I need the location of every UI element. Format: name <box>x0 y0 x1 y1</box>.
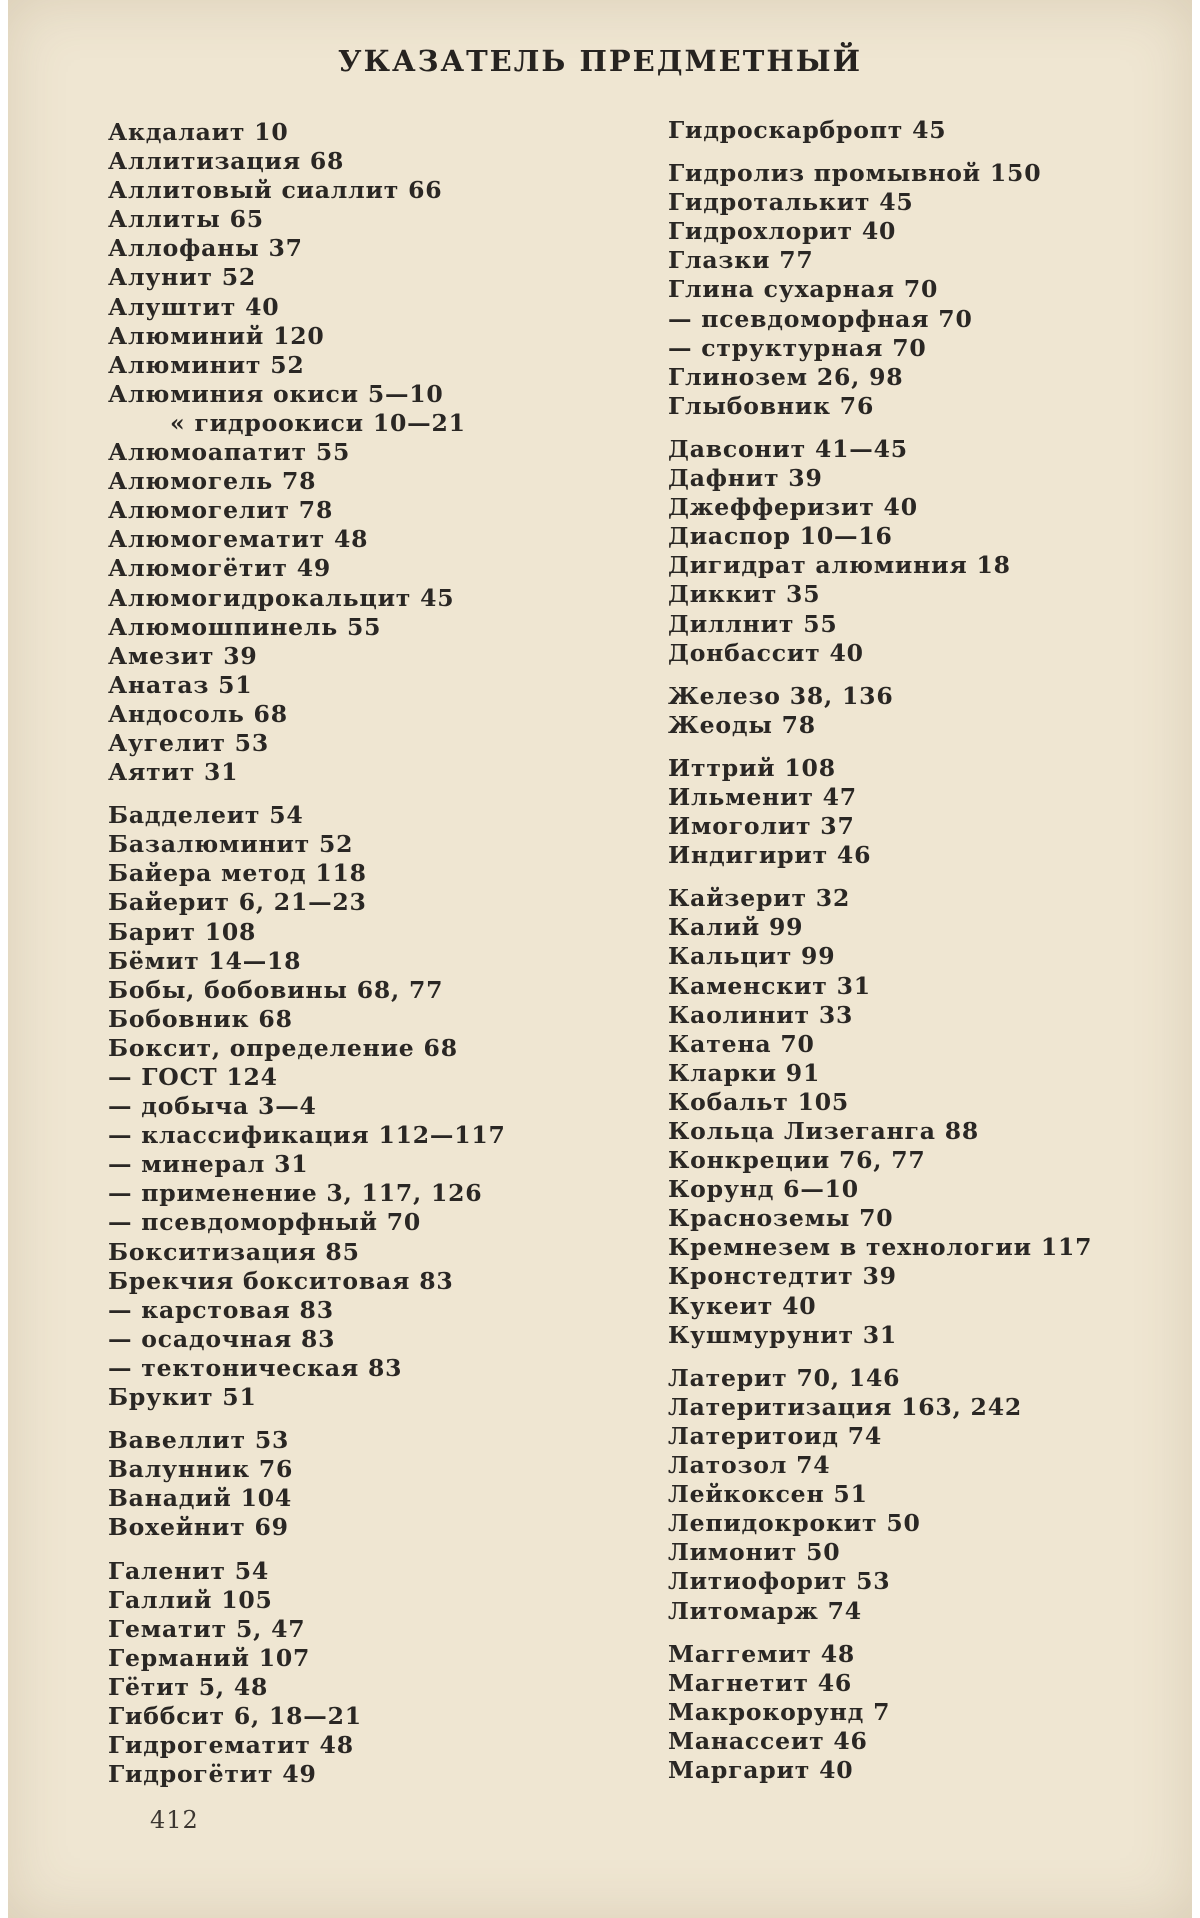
index-entry: Бадделеит 54 <box>108 801 304 830</box>
index-entry: Каменскит 31 <box>668 971 871 1000</box>
index-entry: Гидроталькит 45 <box>668 188 914 217</box>
index-entry: Амезит 39 <box>108 641 258 670</box>
index-entry: Лимонит 50 <box>668 1538 841 1567</box>
page-number: 412 <box>150 1806 199 1834</box>
left-index-column <box>108 118 628 1803</box>
index-entry: Гидролиз промывной 150 <box>668 159 1042 188</box>
index-group <box>108 801 628 1412</box>
index-entry: Латозол 74 <box>668 1451 831 1480</box>
index-entry: Бокситизация 85 <box>108 1237 360 1266</box>
index-entry: Корунд 6—10 <box>668 1175 859 1204</box>
index-entry: Байера метод 118 <box>108 859 367 888</box>
index-entry: Кобальт 105 <box>668 1087 850 1116</box>
index-entry: Глина сухарная 70 <box>668 275 939 304</box>
index-entry: Глинозем 26, 98 <box>668 362 904 391</box>
index-entry: Кайзерит 32 <box>668 884 851 913</box>
index-entry: Литиофорит 53 <box>668 1567 891 1596</box>
index-entry: Гидрогётит 49 <box>108 1760 317 1789</box>
index-entry: Гётит 5, 48 <box>108 1672 269 1701</box>
index-entry: Дигидрат алюминия 18 <box>668 551 1011 580</box>
index-entry: Барит 108 <box>108 917 257 946</box>
index-entry: Кукеит 40 <box>668 1291 817 1320</box>
index-entry: Бёмит 14—18 <box>108 946 302 975</box>
index-entry: Диккит 35 <box>668 580 821 609</box>
index-entry: — карстовая 83 <box>108 1295 334 1324</box>
index-entry: Вавеллит 53 <box>108 1426 290 1455</box>
index-entry: Германий 107 <box>108 1643 311 1672</box>
index-entry: — осадочная 83 <box>108 1324 336 1353</box>
index-entry: Диллнит 55 <box>668 609 838 638</box>
index-entry: « гидроокиси 10—21 <box>170 408 466 437</box>
index-entry: Манассеит 46 <box>668 1726 868 1755</box>
index-entry: Гидрогематит 48 <box>108 1731 354 1760</box>
index-entry: Литомарж 74 <box>668 1596 862 1625</box>
index-entry: Лепидокрокит 50 <box>668 1509 921 1538</box>
index-entry: Аятит 31 <box>108 758 239 787</box>
index-group <box>108 1426 628 1542</box>
index-group <box>668 754 1188 870</box>
index-entry: Жеоды 78 <box>668 710 816 739</box>
index-entry: Джефферизит 40 <box>668 493 918 522</box>
index-group <box>668 116 1188 145</box>
index-entry: Алюмогелит 78 <box>108 496 334 525</box>
index-entry: Кронстедтит 39 <box>668 1262 897 1291</box>
index-entry: Кушмурунит 31 <box>668 1320 898 1349</box>
index-entry: Галенит 54 <box>108 1556 270 1585</box>
index-entry: Донбассит 40 <box>668 638 864 667</box>
index-entry: Брекчия бокситовая 83 <box>108 1266 454 1295</box>
index-entry: Алунит 52 <box>108 263 257 292</box>
index-entry: Кольца Лизеганга 88 <box>668 1117 980 1145</box>
index-entry: Давсонит 41—45 <box>668 434 908 463</box>
index-entry: Алюминит 52 <box>108 350 305 379</box>
index-entry: Ильменит 47 <box>668 782 857 811</box>
index-entry: Валунник 76 <box>108 1455 294 1484</box>
index-entry: Макрокорунд 7 <box>668 1697 891 1726</box>
page-title: УКАЗАТЕЛЬ ПРЕДМЕТНЫЙ <box>338 44 862 78</box>
index-entry: — псевдоморфная 70 <box>668 304 973 333</box>
index-entry: Алюмогётит 49 <box>108 554 332 583</box>
index-entry: Гидроскарбропт 45 <box>668 116 947 144</box>
index-group <box>668 884 1188 1350</box>
right-index-column <box>668 116 1188 1799</box>
index-entry: — ГОСТ 124 <box>108 1063 278 1091</box>
index-entry: Брукит 51 <box>108 1383 257 1412</box>
index-entry: Маггемит 48 <box>668 1639 856 1668</box>
index-group <box>108 118 628 787</box>
index-entry: Базалюминит 52 <box>108 830 354 859</box>
book-page <box>8 0 1192 1918</box>
index-entry: Каолинит 33 <box>668 1000 854 1029</box>
index-entry: Гиббсит 6, 18—21 <box>108 1701 362 1730</box>
index-entry: Байерит 6, 21—23 <box>108 888 367 917</box>
index-entry: — структурная 70 <box>668 333 927 362</box>
index-group <box>108 1557 628 1790</box>
index-entry: Аугелит 53 <box>108 728 269 757</box>
index-entry: — классификация 112—117 <box>108 1121 506 1150</box>
index-entry: Алюмоапатит 55 <box>108 438 351 467</box>
index-entry: Алуштит 40 <box>108 292 280 321</box>
index-entry: Катена 70 <box>668 1029 815 1058</box>
index-entry: Алюминия окиси 5—10 <box>108 379 444 408</box>
index-entry: — минерал 31 <box>108 1150 309 1179</box>
index-entry: Бобы, бобовины 68, 77 <box>108 975 444 1004</box>
index-entry: Аллиты 65 <box>108 205 264 234</box>
index-group <box>668 1640 1188 1785</box>
index-entry: Алюмогидрокальцит 45 <box>108 583 455 612</box>
index-entry: Галлий 105 <box>108 1585 273 1614</box>
index-entry: Красноземы 70 <box>668 1204 894 1233</box>
index-entry: Лейкоксен 51 <box>668 1480 868 1509</box>
index-group <box>668 435 1188 668</box>
index-entry: Алюминий 120 <box>108 321 325 350</box>
index-entry: — применение 3, 117, 126 <box>108 1179 483 1208</box>
index-entry: Дафнит 39 <box>668 464 823 493</box>
index-entry: Акдалаит 10 <box>108 118 289 146</box>
index-entry: Кремнезем в технологии 117 <box>668 1233 1093 1262</box>
index-entry: — добыча 3—4 <box>108 1092 317 1121</box>
index-entry: Глыбовник 76 <box>668 391 875 420</box>
index-entry: Гидрохлорит 40 <box>668 217 897 246</box>
index-entry: Латерит 70, 146 <box>668 1363 901 1392</box>
index-group <box>668 682 1188 740</box>
index-entry: Алюмошпинель 55 <box>108 612 382 641</box>
index-entry: Маргарит 40 <box>668 1755 854 1784</box>
index-entry: Кальцит 99 <box>668 942 836 971</box>
index-entry: Кларки 91 <box>668 1058 821 1087</box>
index-entry: Гематит 5, 47 <box>108 1614 306 1643</box>
index-entry: Аллитовый сиаллит 66 <box>108 176 443 205</box>
index-entry: Магнетит 46 <box>668 1668 853 1697</box>
index-entry: Латеритизация 163, 242 <box>668 1392 1023 1421</box>
index-entry: Индигирит 46 <box>668 841 872 870</box>
index-entry: Иттрий 108 <box>668 753 836 782</box>
index-entry: — тектоническая 83 <box>108 1353 403 1382</box>
index-entry: Андосоль 68 <box>108 699 288 728</box>
index-entry: Вохейнит 69 <box>108 1513 289 1542</box>
index-entry: Аллитизация 68 <box>108 147 345 176</box>
index-entry: Латеритоид 74 <box>668 1421 882 1450</box>
index-entry: Алюмогель 78 <box>108 467 317 496</box>
index-entry: Ванадий 104 <box>108 1484 293 1513</box>
index-entry: — псевдоморфный 70 <box>108 1208 421 1237</box>
index-entry: Алюмогематит 48 <box>108 525 369 554</box>
index-entry: Диаспор 10—16 <box>668 522 893 551</box>
index-entry: Конкреции 76, 77 <box>668 1146 926 1175</box>
index-group <box>668 1364 1188 1626</box>
index-group <box>668 159 1188 421</box>
index-entry: Калий 99 <box>668 913 804 942</box>
index-entry: Железо 38, 136 <box>668 681 894 710</box>
index-entry: Анатаз 51 <box>108 670 253 699</box>
index-entry: Бобовник 68 <box>108 1004 293 1033</box>
index-entry: Глазки 77 <box>668 246 814 275</box>
index-entry: Имоголит 37 <box>668 812 855 841</box>
index-entry: Аллофаны 37 <box>108 234 303 263</box>
index-entry: Боксит, определение 68 <box>108 1033 458 1062</box>
